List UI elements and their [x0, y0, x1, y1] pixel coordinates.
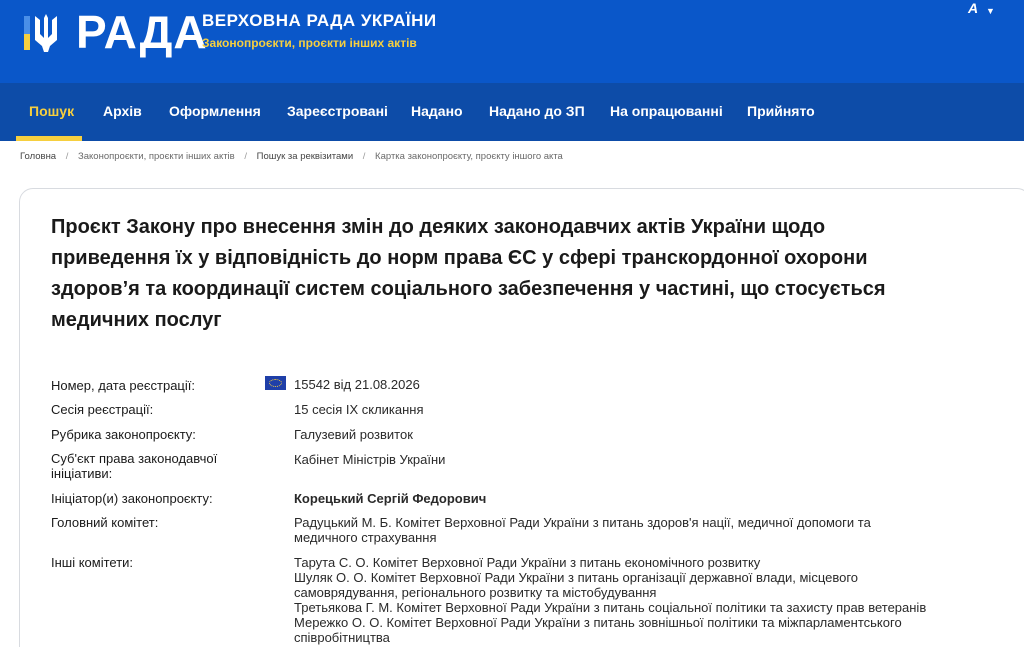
other-committee-line: Третьякова Г. М. Комітет Верховної Ради України з питань соціальної політики та захисту прав ветеранів — [294, 600, 927, 615]
breadcrumb-home[interactable]: Головна — [20, 151, 57, 162]
rubric-label: Рубрика законопроєкту: — [51, 427, 196, 442]
nav-item-provided-zp[interactable]: Надано до ЗП — [489, 103, 585, 119]
bill-title — [51, 212, 991, 336]
reg-number-value: 15542 від 21.08.2026 — [294, 377, 420, 392]
main-committee-value — [294, 515, 994, 545]
trident-icon[interactable] — [24, 12, 68, 54]
main-nav — [0, 83, 1024, 141]
subject-value: Кабінет Міністрів України — [294, 452, 446, 467]
bill-title-line: Проєкт Закону про внесення змін до деяких законодавчих актів України щодо — [51, 216, 826, 238]
other-committees-label: Інші комітети: — [51, 555, 134, 570]
other-committee-line: самоврядування, регіонального розвитку та містобудування — [294, 585, 657, 600]
rubric-value: Галузевий розвиток — [294, 427, 413, 442]
nav-item-formatting[interactable]: Оформлення — [169, 103, 261, 119]
site-subtitle[interactable]: Законопроєкти, проєкти інших актів — [202, 36, 417, 50]
subject-label — [51, 451, 266, 481]
other-committee-line: Тарута С. О. Комітет Верховної Ради України з питань економічного розвитку — [294, 555, 761, 570]
eu-flag-icon — [265, 376, 286, 390]
main-committee-line: медичного страхування — [294, 530, 437, 545]
other-committee-line: Шуляк О. О. Комітет Верховної Ради України з питань організації державної влади, місцевого — [294, 570, 859, 585]
breadcrumb-current: Картка законопроєкту, проєкту іншого акта — [375, 151, 563, 162]
session-value: 15 сесія IX скликання — [294, 402, 424, 417]
breadcrumb-separator: / — [362, 151, 366, 162]
chevron-down-icon[interactable]: ▼ — [986, 6, 995, 16]
nav-active-indicator — [16, 136, 82, 141]
breadcrumb-bills[interactable]: Законопроєкти, проєкти інших актів — [78, 151, 235, 162]
main-committee-label: Головний комітет: — [51, 515, 159, 530]
subject-label-line: ініціативи: — [51, 466, 113, 481]
nav-item-archive[interactable]: Архів — [103, 103, 142, 119]
site-title[interactable]: ВЕРХОВНА РАДА УКРАЇНИ — [202, 11, 437, 30]
reg-number-label: Номер, дата реєстрації: — [51, 378, 195, 393]
initiator-label: Ініціатор(и) законопроєкту: — [51, 491, 213, 506]
nav-item-search[interactable]: Пошук — [29, 103, 75, 119]
nav-item-adopted[interactable]: Прийнято — [747, 103, 815, 119]
main-committee-line: Радуцький М. Б. Комітет Верховної Ради України з питань здоров'я нації, медичної допомоги та — [294, 515, 871, 530]
logo-text[interactable]: РАДА — [76, 6, 208, 58]
other-committee-line: співробітництва — [294, 630, 390, 645]
site-header — [0, 0, 1024, 83]
breadcrumb — [20, 151, 563, 162]
breadcrumb-separator: / — [65, 151, 69, 162]
bill-title-line: приведення їх у відповідність до норм права ЄС у сфері транскордонної охорони — [51, 247, 868, 269]
nav-item-provided[interactable]: Надано — [411, 103, 463, 119]
initiator-value[interactable]: Корецький Сергій Федорович — [294, 491, 487, 506]
other-committee-line: Мережко О. О. Комітет Верховної Ради України з питань зовнішньої політики та міжпарламентського — [294, 615, 902, 630]
language-switcher[interactable]: A — [968, 0, 979, 16]
subject-label-line: Суб'єкт права законодавчої — [51, 451, 218, 466]
bill-title-line: здоров’я та координації систем соціального забезпечення у частині, що стосується — [51, 278, 886, 300]
bill-title-line: медичних послуг — [51, 309, 222, 331]
other-committees-value — [294, 555, 994, 645]
nav-item-registered[interactable]: Зареєстровані — [287, 103, 388, 119]
session-label: Сесія реєстрації: — [51, 402, 154, 417]
breadcrumb-search[interactable]: Пошук за реквізитами — [256, 151, 354, 162]
breadcrumb-separator: / — [244, 151, 248, 162]
nav-item-processing[interactable]: На опрацюванні — [610, 103, 723, 119]
